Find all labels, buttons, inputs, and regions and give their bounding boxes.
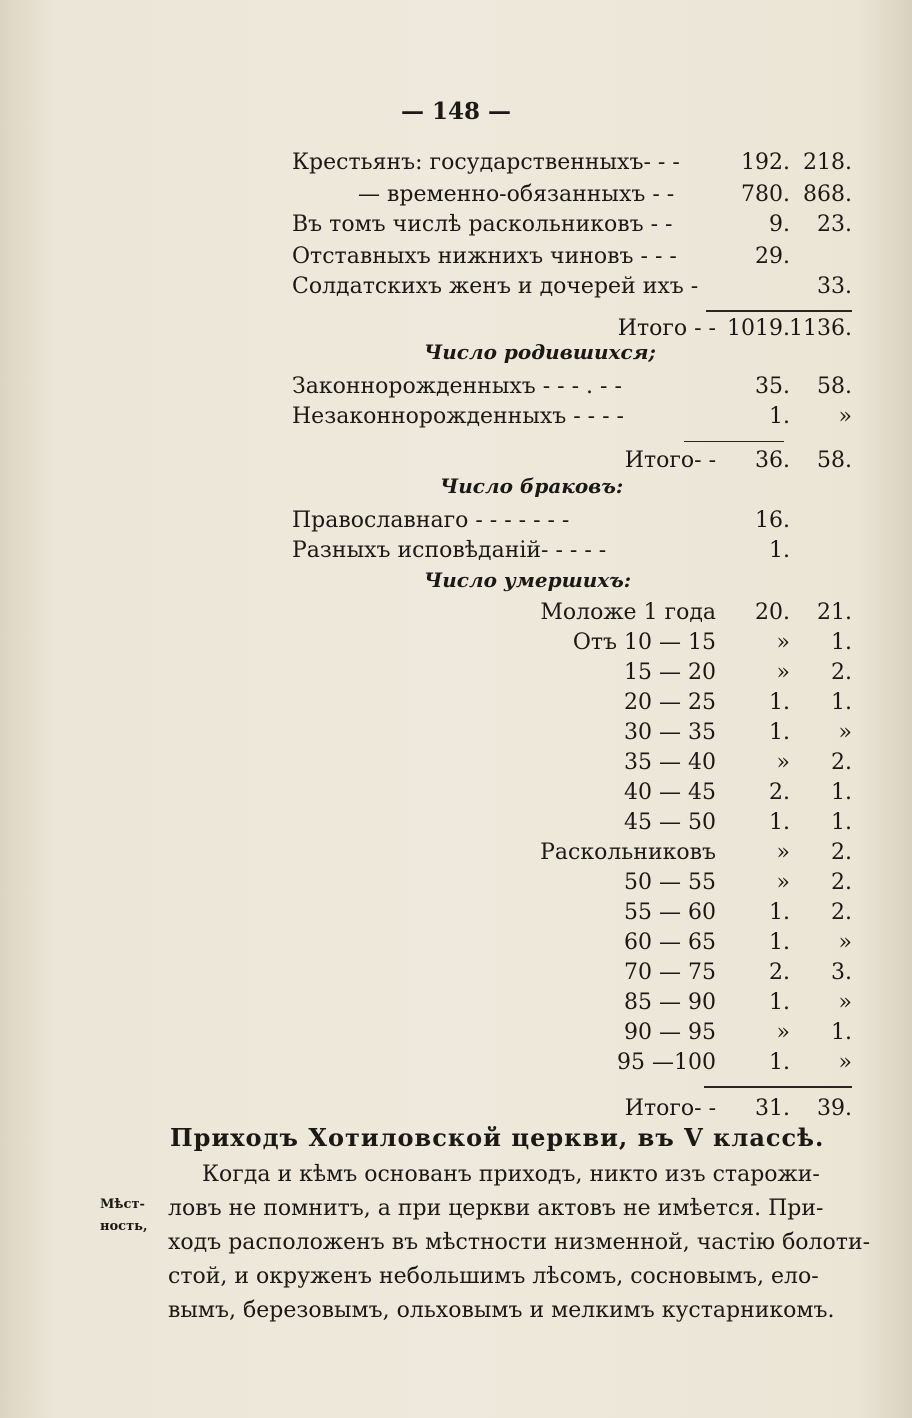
- row-label: 20 — 25: [624, 690, 716, 715]
- value-col-1: 29.: [755, 244, 790, 269]
- table-row: [292, 688, 852, 718]
- table-row: [292, 148, 852, 178]
- value-col-1: »: [776, 1020, 790, 1045]
- row-label: Солдатскихъ женъ и дочерей ихъ -: [292, 274, 699, 299]
- deaths-heading: Число умершихъ:: [424, 568, 632, 592]
- row-label: 15 — 20: [624, 660, 716, 685]
- margin-note: [100, 1194, 148, 1238]
- table-row: [292, 1018, 852, 1048]
- value-col-2: 33.: [817, 274, 852, 299]
- value-col-1: 1.: [769, 930, 790, 955]
- row-label: Крестьянъ: государственныхъ- - -: [292, 150, 680, 175]
- value-col-2: »: [838, 404, 852, 429]
- row-label: 40 — 45: [624, 780, 716, 805]
- table-row: [292, 598, 852, 628]
- table-row: [292, 506, 852, 536]
- value-col-1: 192.: [741, 150, 790, 175]
- value-col-1: 780.: [741, 182, 790, 207]
- births-heading: Число родившихся;: [424, 340, 656, 364]
- row-label: Отъ 10 — 15: [572, 630, 716, 655]
- page-number: — 148 —: [400, 98, 512, 125]
- row-label: 60 — 65: [624, 930, 716, 955]
- row-label: Итого- -: [624, 448, 716, 473]
- row-label: 50 — 55: [624, 870, 716, 895]
- total-row: [292, 446, 852, 476]
- table-row: [292, 808, 852, 838]
- table-row: [292, 748, 852, 778]
- value-col-2: 1.: [831, 1020, 852, 1045]
- row-label: 95 —100: [617, 1050, 716, 1075]
- paragraph-line: ходъ расположенъ въ мѣстности низменной, частію болоти-: [168, 1230, 871, 1255]
- subgroup-row: [292, 838, 852, 868]
- row-label: — временно-обязанныхъ - -: [358, 182, 675, 207]
- value-col-1: »: [776, 660, 790, 685]
- marriages-heading: Число браковъ:: [440, 474, 624, 498]
- row-label: 90 — 95: [624, 1020, 716, 1045]
- value-col-1: 1019.: [727, 316, 790, 341]
- row-label: 55 — 60: [624, 900, 716, 925]
- value-col-2: 58.: [817, 374, 852, 399]
- total-rule: [684, 441, 784, 442]
- value-col-2: 218.: [803, 150, 852, 175]
- value-col-2: 1136.: [789, 316, 852, 341]
- value-col-1: »: [776, 750, 790, 775]
- row-label: Раскольниковъ: [540, 840, 716, 865]
- value-col-1: »: [776, 630, 790, 655]
- value-col-2: 2.: [831, 750, 852, 775]
- value-col-1: 31.: [755, 1096, 790, 1121]
- value-col-2: 1.: [831, 810, 852, 835]
- value-col-2: 1.: [831, 780, 852, 805]
- table-row: [292, 402, 852, 432]
- table-row: [292, 778, 852, 808]
- value-col-1: 1.: [769, 900, 790, 925]
- value-col-2: »: [838, 720, 852, 745]
- value-col-1: 9.: [769, 212, 790, 237]
- row-label: 45 — 50: [624, 810, 716, 835]
- table-row: [292, 180, 852, 210]
- table-row: [292, 1048, 852, 1078]
- paragraph-line: ловъ не помнитъ, а при церкви актовъ не имѣется. При-: [168, 1196, 824, 1221]
- value-col-1: 2.: [769, 960, 790, 985]
- value-col-1: 1.: [769, 990, 790, 1015]
- table-row: [292, 958, 852, 988]
- section-title: Приходъ Хотиловской церкви, въ V классѣ.: [170, 1123, 825, 1152]
- value-col-2: 21.: [817, 600, 852, 625]
- row-label: 85 — 90: [624, 990, 716, 1015]
- value-col-2: »: [838, 1050, 852, 1075]
- row-label: Въ томъ числѣ раскольниковъ - -: [292, 212, 673, 237]
- margin-note-line: Мѣст-: [100, 1197, 145, 1212]
- table-row: [292, 928, 852, 958]
- value-col-1: 35.: [755, 374, 790, 399]
- value-col-1: 1.: [769, 690, 790, 715]
- value-col-1: 1.: [769, 810, 790, 835]
- paragraph-line: стой, и окруженъ небольшимъ лѣсомъ, сосновымъ, ело-: [168, 1264, 819, 1289]
- value-col-2: »: [838, 990, 852, 1015]
- table-row: [292, 628, 852, 658]
- value-col-2: 3.: [831, 960, 852, 985]
- table-row: [292, 718, 852, 748]
- value-col-2: 2.: [831, 870, 852, 895]
- total-rule: [704, 1086, 852, 1088]
- margin-note-line: ность,: [100, 1219, 148, 1234]
- value-col-1: 1.: [769, 404, 790, 429]
- row-label: Моложе 1 года: [540, 600, 716, 625]
- row-label: Итого - -: [617, 316, 716, 341]
- value-col-2: 23.: [817, 212, 852, 237]
- value-col-2: 58.: [817, 448, 852, 473]
- value-col-1: 36.: [755, 448, 790, 473]
- value-col-1: 1.: [769, 720, 790, 745]
- row-label: Отставныхъ нижнихъ чиновъ - - -: [292, 244, 677, 269]
- table-row: [292, 272, 852, 302]
- row-label: 30 — 35: [624, 720, 716, 745]
- total-rule: [706, 310, 852, 312]
- value-col-2: »: [838, 930, 852, 955]
- value-col-2: 2.: [831, 660, 852, 685]
- paragraph: [168, 1158, 871, 1328]
- value-col-1: 1.: [769, 538, 790, 563]
- paragraph-line: вымъ, березовымъ, ольховымъ и мелкимъ кустарникомъ.: [168, 1298, 835, 1323]
- value-col-2: 2.: [831, 900, 852, 925]
- table-row: [292, 898, 852, 928]
- value-col-1: 20.: [755, 600, 790, 625]
- value-col-2: 2.: [831, 840, 852, 865]
- value-col-2: 39.: [817, 1096, 852, 1121]
- table-row: [292, 372, 852, 402]
- value-col-2: 1.: [831, 630, 852, 655]
- table-row: [292, 868, 852, 898]
- value-col-1: 1.: [769, 1050, 790, 1075]
- row-label: Итого- -: [624, 1096, 716, 1121]
- table-row: [292, 988, 852, 1018]
- row-label: Разныхъ исповѣданій- - - - -: [292, 538, 607, 563]
- table-row: [292, 210, 852, 240]
- row-label: Законнорожденныхъ - - - . - -: [292, 374, 622, 399]
- value-col-2: 868.: [803, 182, 852, 207]
- value-col-1: 16.: [755, 508, 790, 533]
- value-col-2: 1.: [831, 690, 852, 715]
- row-label: Незаконнорожденныхъ - - - -: [292, 404, 624, 429]
- table-row: [292, 242, 852, 272]
- value-col-1: »: [776, 870, 790, 895]
- total-row: [292, 1094, 852, 1124]
- row-label: 35 — 40: [624, 750, 716, 775]
- row-label: Православнаго - - - - - - -: [292, 508, 570, 533]
- value-col-1: 2.: [769, 780, 790, 805]
- row-label: 70 — 75: [624, 960, 716, 985]
- table-row: [292, 536, 852, 566]
- paragraph-line: Когда и кѣмъ основанъ приходъ, никто изъ старожи-: [202, 1162, 820, 1187]
- table-row: [292, 658, 852, 688]
- value-col-1: »: [776, 840, 790, 865]
